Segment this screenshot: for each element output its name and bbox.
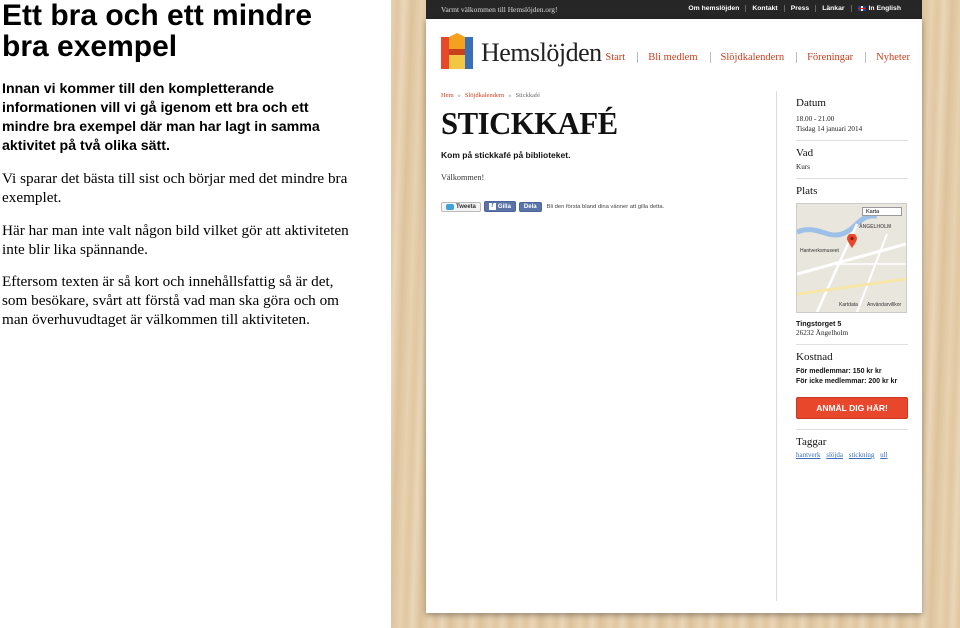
like-button[interactable] <box>484 201 516 212</box>
tags-heading: Taggar <box>796 436 827 448</box>
facebook-icon: f <box>489 203 496 210</box>
breadcrumb-current: Stickkafé <box>515 92 541 99</box>
cost-heading: Kostnad <box>796 351 833 363</box>
tweet-label: Tweeta <box>456 203 476 210</box>
cost-members: För medlemmar: 150 kr kr <box>796 368 882 375</box>
brand-name[interactable]: Hemslöjden <box>481 38 602 67</box>
column-divider <box>776 91 777 601</box>
divider <box>796 429 908 430</box>
paragraph-3: Eftersom texten är så kort och innehållsfattig så är det, som besökare, svårt att förstå vad man ska göra och om man överhuvudtaget är välkommen till aktiviteten. <box>2 273 339 328</box>
breadcrumb <box>441 92 540 99</box>
address-city: 26232 Ängelholm <box>796 329 849 337</box>
event-subtitle: Kom på stickkafé på biblioteket. <box>441 150 571 160</box>
breadcrumb-separator: » <box>457 92 461 99</box>
cost-nonmembers: För icke medlemmar: 200 kr kr <box>796 378 898 385</box>
main-nav <box>605 52 910 63</box>
address-street: Tingstorget 5 <box>796 319 842 328</box>
divider <box>796 140 908 141</box>
signup-button[interactable]: ANMÄL DIG HÄR! <box>796 397 908 419</box>
divider <box>796 178 908 179</box>
map-drawing <box>797 204 906 312</box>
map-data-link[interactable]: Kartdata <box>839 302 858 308</box>
nav-foreningar[interactable]: Föreningar <box>796 52 853 63</box>
location-map[interactable] <box>796 203 907 313</box>
nav-bli-medlem[interactable]: Bli medlem <box>637 52 697 63</box>
hemslojden-logo-icon[interactable] <box>441 33 473 71</box>
share-label: Dela <box>523 203 537 210</box>
nav-nyheter[interactable]: Nyheter <box>865 52 910 63</box>
map-type-select[interactable]: Karta <box>862 207 902 216</box>
top-link-links[interactable]: Länkar <box>815 5 850 12</box>
like-label: Gilla <box>497 203 511 210</box>
uk-flag-icon <box>858 6 866 11</box>
explanation-column <box>2 0 362 328</box>
tag-slojda[interactable]: slöjda <box>826 451 843 459</box>
tag-stickning[interactable]: stickning <box>848 451 875 459</box>
tag-list <box>796 451 908 459</box>
page-card <box>426 19 922 613</box>
paragraph-2: Här har man inte valt någon bild vilket gör att aktiviteten inte blir lika spännande. <box>2 222 349 258</box>
event-time: 18.00 - 21.00 <box>796 115 835 123</box>
twitter-icon <box>446 204 454 210</box>
breadcrumb-home[interactable]: Hem <box>441 92 454 99</box>
top-link-english[interactable] <box>851 5 907 12</box>
top-link-about[interactable]: Om hemslöjden <box>688 5 740 12</box>
event-date: Tisdag 14 januari 2014 <box>796 125 863 133</box>
share-text: Bli den första bland dina vänner att gilla detta. <box>546 203 665 210</box>
welcome-text: Varmt välkommen till Hemslöjden.org! <box>441 5 558 14</box>
nav-slojdkalendern[interactable]: Slöjdkalendern <box>710 52 785 63</box>
tweet-button[interactable] <box>441 202 481 212</box>
breadcrumb-calendar[interactable]: Slöjdkalendern <box>464 92 505 99</box>
share-button[interactable] <box>519 202 542 212</box>
breadcrumb-separator: » <box>508 92 512 99</box>
tag-ull[interactable]: ull <box>880 451 888 459</box>
top-link-contact[interactable]: Kontakt <box>745 5 783 12</box>
page-title: Ett bra och ett mindre bra exempel <box>2 0 313 63</box>
map-label-museum: Hantverksmuseet <box>800 248 839 254</box>
map-label-town: ÄNGELHOLM <box>859 224 892 230</box>
event-title: STICKKAFÉ <box>441 105 618 141</box>
english-label: In English <box>868 5 901 12</box>
event-type: Kurs <box>796 163 810 171</box>
divider <box>796 344 908 345</box>
map-pin-icon[interactable] <box>847 234 857 248</box>
top-bar <box>426 0 922 19</box>
nav-start[interactable]: Start <box>605 52 626 63</box>
lead-paragraph: Innan vi kommer till den kompletterande informationen vill vi gå igenom ett bra och ett mindre bra exempel där man har lagt in samma aktivitet på två olika sätt. <box>2 81 320 154</box>
paragraph-1: Vi sparar det bästa till sist och börjar med det mindre bra exemplet. <box>2 170 348 206</box>
tag-hantverk[interactable]: hantverk <box>796 451 821 459</box>
event-sidebar <box>796 97 908 459</box>
top-links <box>682 5 907 12</box>
map-terms-link[interactable]: Användarvillkor <box>867 302 902 308</box>
event-body: Välkommen! <box>441 173 485 182</box>
date-heading: Datum <box>796 97 826 109</box>
top-link-press[interactable]: Press <box>784 5 816 12</box>
share-bar <box>441 201 664 212</box>
place-heading: Plats <box>796 185 818 197</box>
what-heading: Vad <box>796 147 814 159</box>
website-screenshot <box>391 0 960 628</box>
